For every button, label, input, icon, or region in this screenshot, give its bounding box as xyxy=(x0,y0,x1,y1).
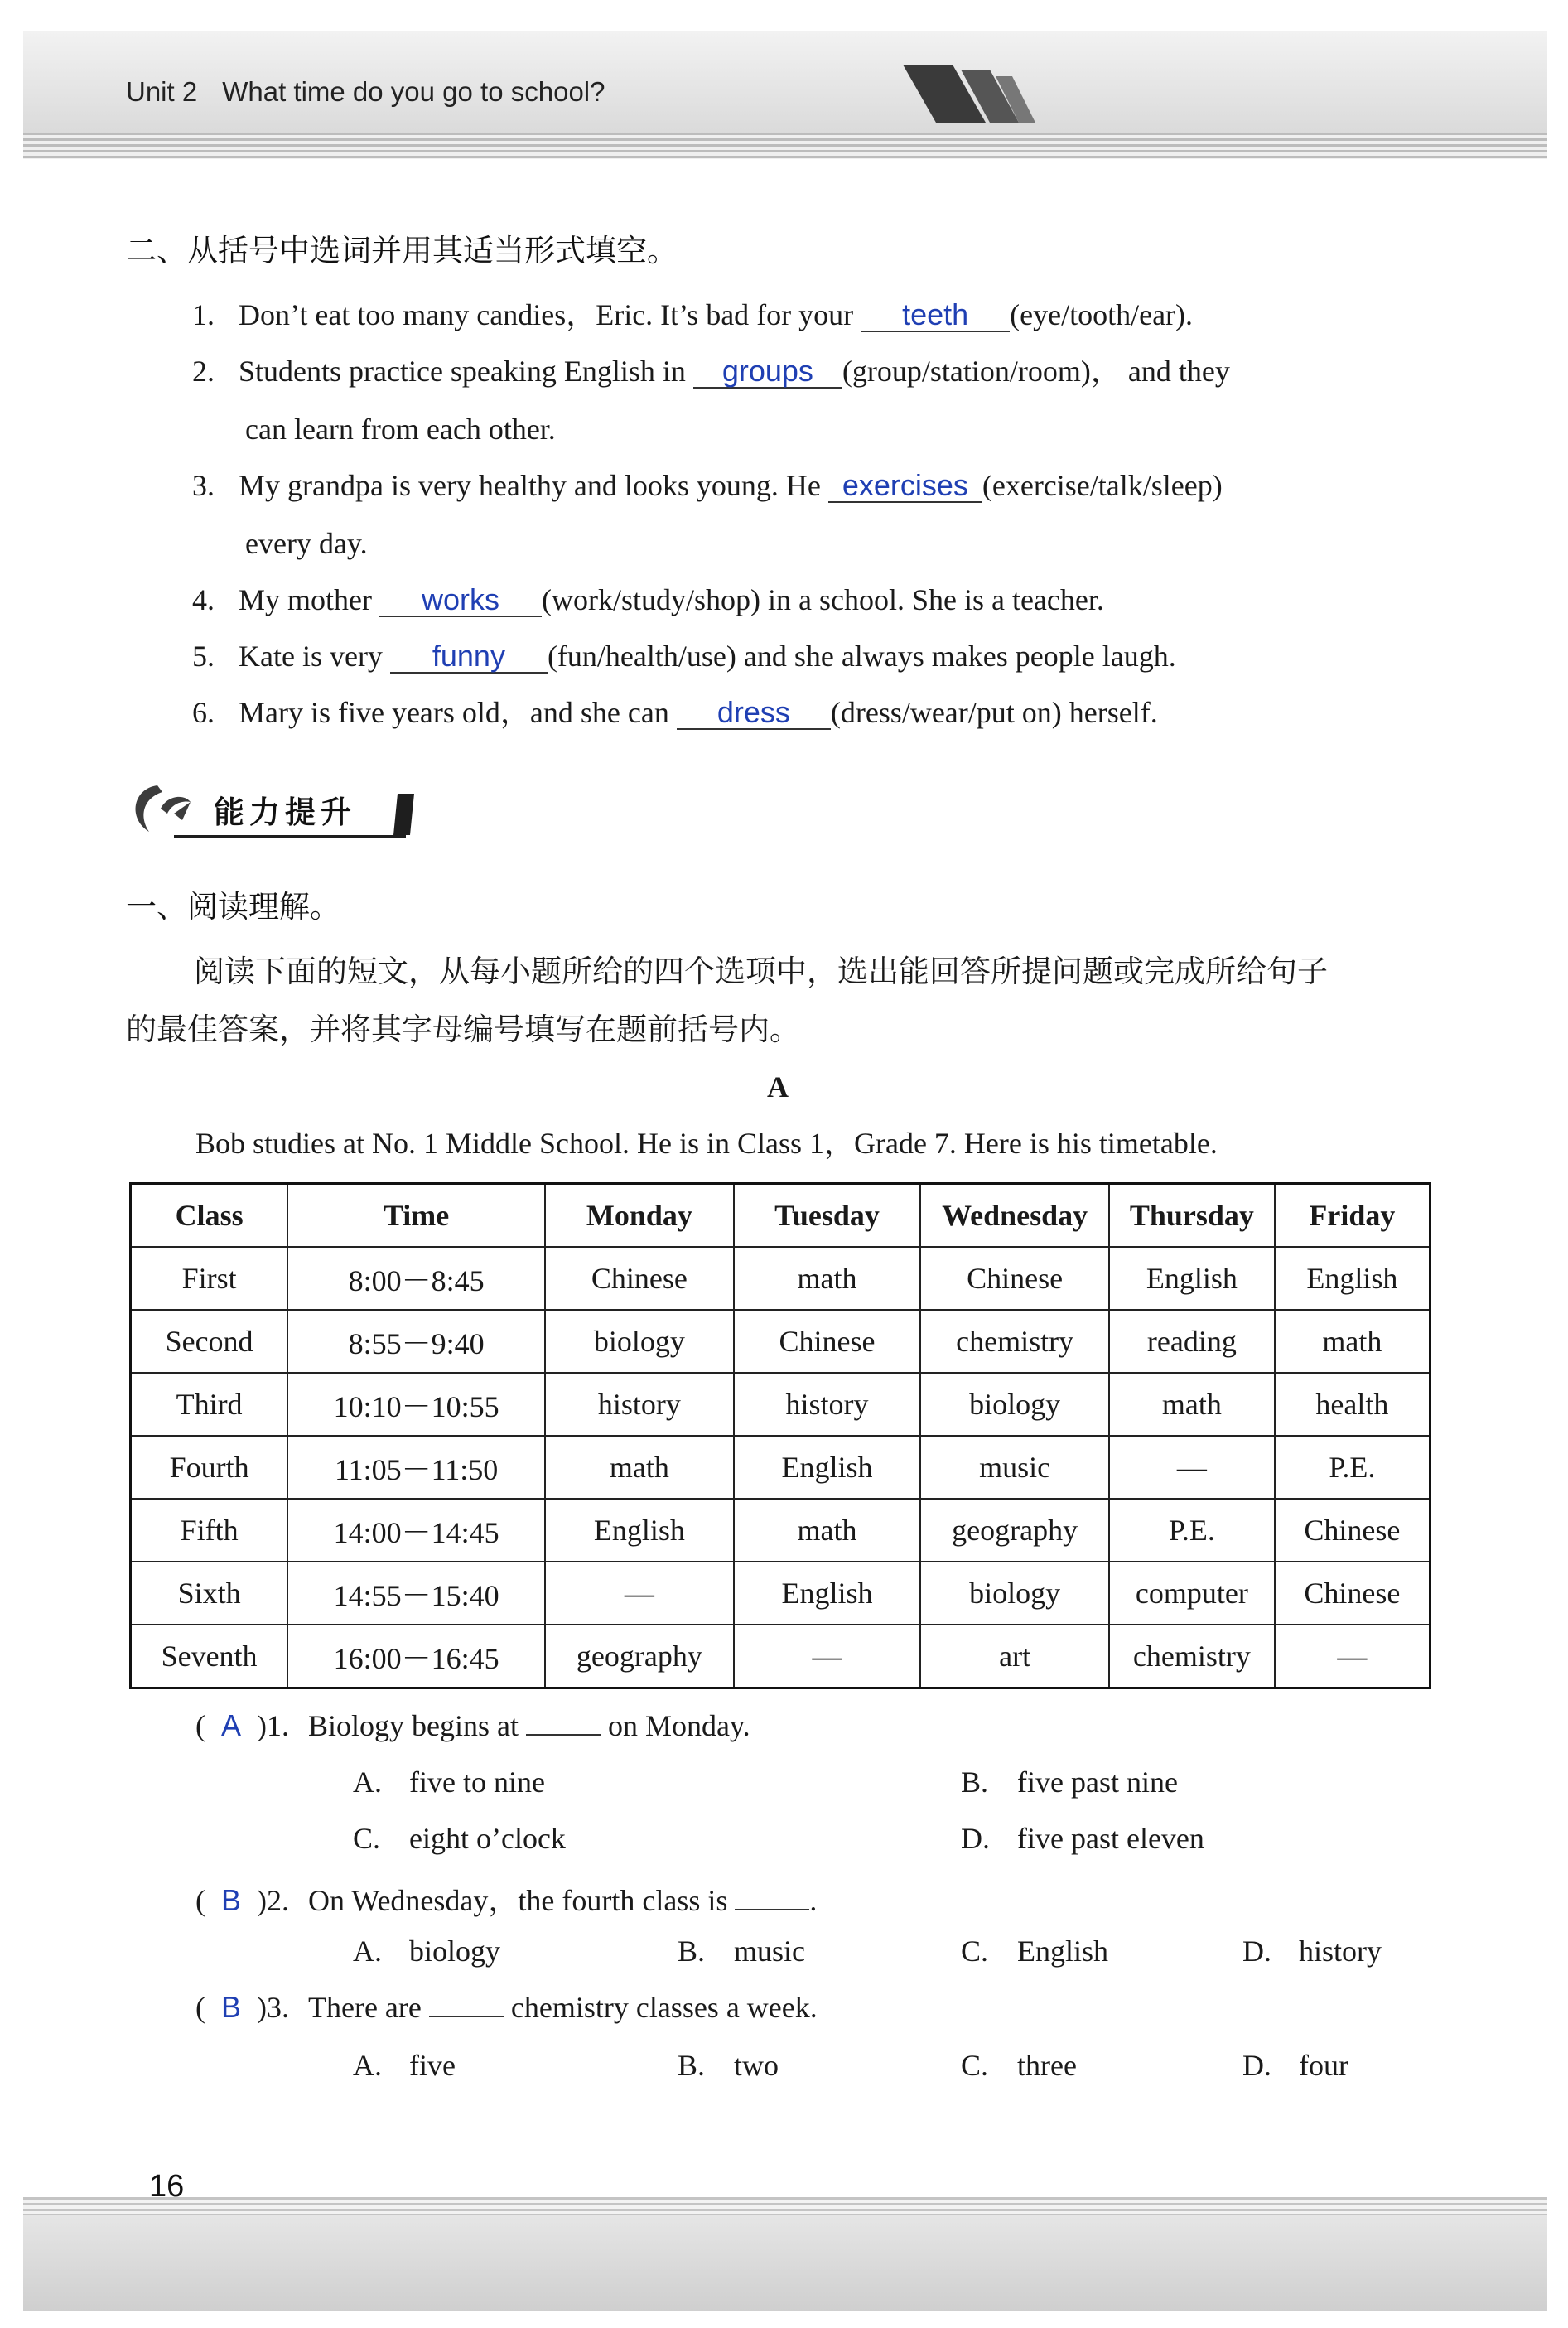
header-cell: Time xyxy=(287,1184,545,1248)
question-blank xyxy=(429,1992,504,2017)
table-cell: health xyxy=(1275,1373,1430,1436)
table-cell: 8:55－9:40 xyxy=(287,1310,545,1373)
table-cell: — xyxy=(1109,1436,1275,1499)
answer-blank-4[interactable]: works xyxy=(379,584,542,617)
header-cell: Tuesday xyxy=(734,1184,921,1248)
answer-blank-6[interactable]: dress xyxy=(677,697,831,730)
table-cell: geography xyxy=(545,1625,734,1688)
table-row xyxy=(131,1499,1430,1562)
option-2b[interactable]: B. music xyxy=(678,1934,805,1968)
option-1c[interactable]: C. eight o’clock xyxy=(353,1822,566,1855)
table-cell: English xyxy=(1109,1247,1275,1310)
question-blank xyxy=(735,1886,809,1910)
option-3d[interactable]: D. four xyxy=(1242,2049,1348,2082)
table-cell: First xyxy=(131,1247,288,1310)
table-cell: — xyxy=(545,1562,734,1625)
fill-item-2: 2. Students practice speaking English in groups (group/station/room)， and they xyxy=(192,354,1230,388)
running-header xyxy=(126,76,605,108)
option-2d[interactable]: D. history xyxy=(1242,1934,1382,1968)
exercise-2-title: 二、从括号中选词并用其适当形式填空。 xyxy=(126,233,678,268)
fill-item-3-cont: every day. xyxy=(245,527,368,560)
instruction-line-1: 阅读下面的短文，从每小题所给的四个选项中，选出能回答所提问题或完成所给句子 xyxy=(194,954,1328,989)
table-cell: 10:10－10:55 xyxy=(287,1373,545,1436)
table-cell: chemistry xyxy=(1109,1625,1275,1688)
table-cell: Chinese xyxy=(1275,1562,1430,1625)
answer-slot-1[interactable]: A xyxy=(220,1708,241,1742)
table-cell: 8:00－8:45 xyxy=(287,1247,545,1310)
table-cell: math xyxy=(1109,1373,1275,1436)
header-cell: Thursday xyxy=(1109,1184,1275,1248)
table-cell: Chinese xyxy=(545,1247,734,1310)
fill-item-2-cont: can learn from each other. xyxy=(245,413,556,446)
question-blank xyxy=(526,1711,601,1736)
table-cell: Fourth xyxy=(131,1436,288,1499)
footer-band xyxy=(23,2204,1547,2311)
option-2a[interactable]: A. biology xyxy=(353,1934,501,1968)
option-1b[interactable]: B. five past nine xyxy=(961,1765,1178,1799)
question-1: ( A )1. Biology begins at on Monday. xyxy=(195,1708,750,1742)
table-cell: 14:00－14:45 xyxy=(287,1499,545,1562)
header-cell: Wednesday xyxy=(920,1184,1109,1248)
unit-label: Unit 2 xyxy=(126,76,198,107)
timetable-header-row xyxy=(131,1184,1430,1248)
passage-intro: Bob studies at No. 1 Middle School. He is in Class 1，Grade 7. Here is his timetable. xyxy=(195,1127,1218,1160)
fill-item-4: 4. My mother works (work/study/shop) in a school. She is a teacher. xyxy=(192,582,1104,616)
table-cell: P.E. xyxy=(1275,1436,1430,1499)
question-3: ( B )3. There are chemistry classes a week. xyxy=(195,1990,818,2024)
table-cell: English xyxy=(545,1499,734,1562)
table-cell: English xyxy=(734,1562,921,1625)
table-cell: geography xyxy=(920,1499,1109,1562)
option-1a[interactable]: A. five to nine xyxy=(353,1765,545,1799)
page-number: 16 xyxy=(149,2169,185,2204)
table-cell: Seventh xyxy=(131,1625,288,1688)
option-3b[interactable]: B. two xyxy=(678,2049,779,2082)
table-row xyxy=(131,1310,1430,1373)
table-cell: math xyxy=(734,1499,921,1562)
passage-label: A xyxy=(767,1070,789,1104)
table-cell: math xyxy=(734,1247,921,1310)
answer-blank-3[interactable]: exercises xyxy=(828,470,982,503)
table-row xyxy=(131,1247,1430,1310)
table-cell: history xyxy=(734,1373,921,1436)
table-cell: music xyxy=(920,1436,1109,1499)
option-3c[interactable]: C. three xyxy=(961,2049,1077,2082)
table-cell: Second xyxy=(131,1310,288,1373)
header-cell: Monday xyxy=(545,1184,734,1248)
answer-blank-5[interactable]: funny xyxy=(390,640,548,674)
instruction-line-2: 的最佳答案，并将其字母编号填写在题前括号内。 xyxy=(126,1012,800,1047)
table-cell: 16:00－16:45 xyxy=(287,1625,545,1688)
table-row xyxy=(131,1562,1430,1625)
table-cell: biology xyxy=(920,1562,1109,1625)
table-cell: history xyxy=(545,1373,734,1436)
header-cell: Friday xyxy=(1275,1184,1430,1248)
table-cell: chemistry xyxy=(920,1310,1109,1373)
option-1d[interactable]: D. five past eleven xyxy=(961,1822,1204,1855)
table-cell: computer xyxy=(1109,1562,1275,1625)
table-cell: Fifth xyxy=(131,1499,288,1562)
answer-blank-2[interactable]: groups xyxy=(693,355,842,389)
table-cell: English xyxy=(734,1436,921,1499)
table-cell: 11:05－11:50 xyxy=(287,1436,545,1499)
option-2c[interactable]: C. English xyxy=(961,1934,1109,1968)
table-cell: art xyxy=(920,1625,1109,1688)
answer-blank-1[interactable]: teeth xyxy=(861,299,1010,332)
table-row xyxy=(131,1436,1430,1499)
table-cell: biology xyxy=(920,1373,1109,1436)
table-cell: Chinese xyxy=(734,1310,921,1373)
timetable xyxy=(129,1182,1431,1689)
banner-title: 能力提升 xyxy=(214,795,356,830)
answer-slot-2[interactable]: B xyxy=(220,1883,241,1917)
fill-item-1: 1. Don’t eat too many candies，Eric. It’s bad for your teeth (eye/tooth/ear). xyxy=(192,297,1194,331)
table-row xyxy=(131,1625,1430,1688)
table-cell: — xyxy=(734,1625,921,1688)
answer-slot-3[interactable]: B xyxy=(220,1990,241,2024)
fill-item-6: 6. Mary is five years old，and she can dress (dress/wear/put on) herself. xyxy=(192,695,1158,729)
footer-stripes xyxy=(23,2197,1547,2215)
reading-title: 一、阅读理解。 xyxy=(126,889,340,925)
table-cell: P.E. xyxy=(1109,1499,1275,1562)
header-stripes xyxy=(23,133,1547,159)
header-decoration-icon xyxy=(903,65,1035,131)
table-cell: Sixth xyxy=(131,1562,288,1625)
table-cell: 14:55－15:40 xyxy=(287,1562,545,1625)
question-2: ( B )2. On Wednesday，the fourth class is . xyxy=(195,1883,818,1917)
option-3a[interactable]: A. five xyxy=(353,2049,456,2082)
fill-item-5: 5. Kate is very funny (fun/health/use) and she always makes people laugh. xyxy=(192,639,1176,673)
table-cell: Third xyxy=(131,1373,288,1436)
table-row xyxy=(131,1373,1430,1436)
fill-item-3: 3. My grandpa is very healthy and looks young. He exercises (exercise/talk/sleep) xyxy=(192,468,1223,502)
table-cell: math xyxy=(1275,1310,1430,1373)
table-cell: biology xyxy=(545,1310,734,1373)
header-cell: Class xyxy=(131,1184,288,1248)
table-cell: Chinese xyxy=(920,1247,1109,1310)
table-cell: — xyxy=(1275,1625,1430,1688)
table-cell: English xyxy=(1275,1247,1430,1310)
unit-title: What time do you go to school? xyxy=(222,76,605,107)
table-cell: Chinese xyxy=(1275,1499,1430,1562)
table-cell: math xyxy=(545,1436,734,1499)
table-cell: reading xyxy=(1109,1310,1275,1373)
